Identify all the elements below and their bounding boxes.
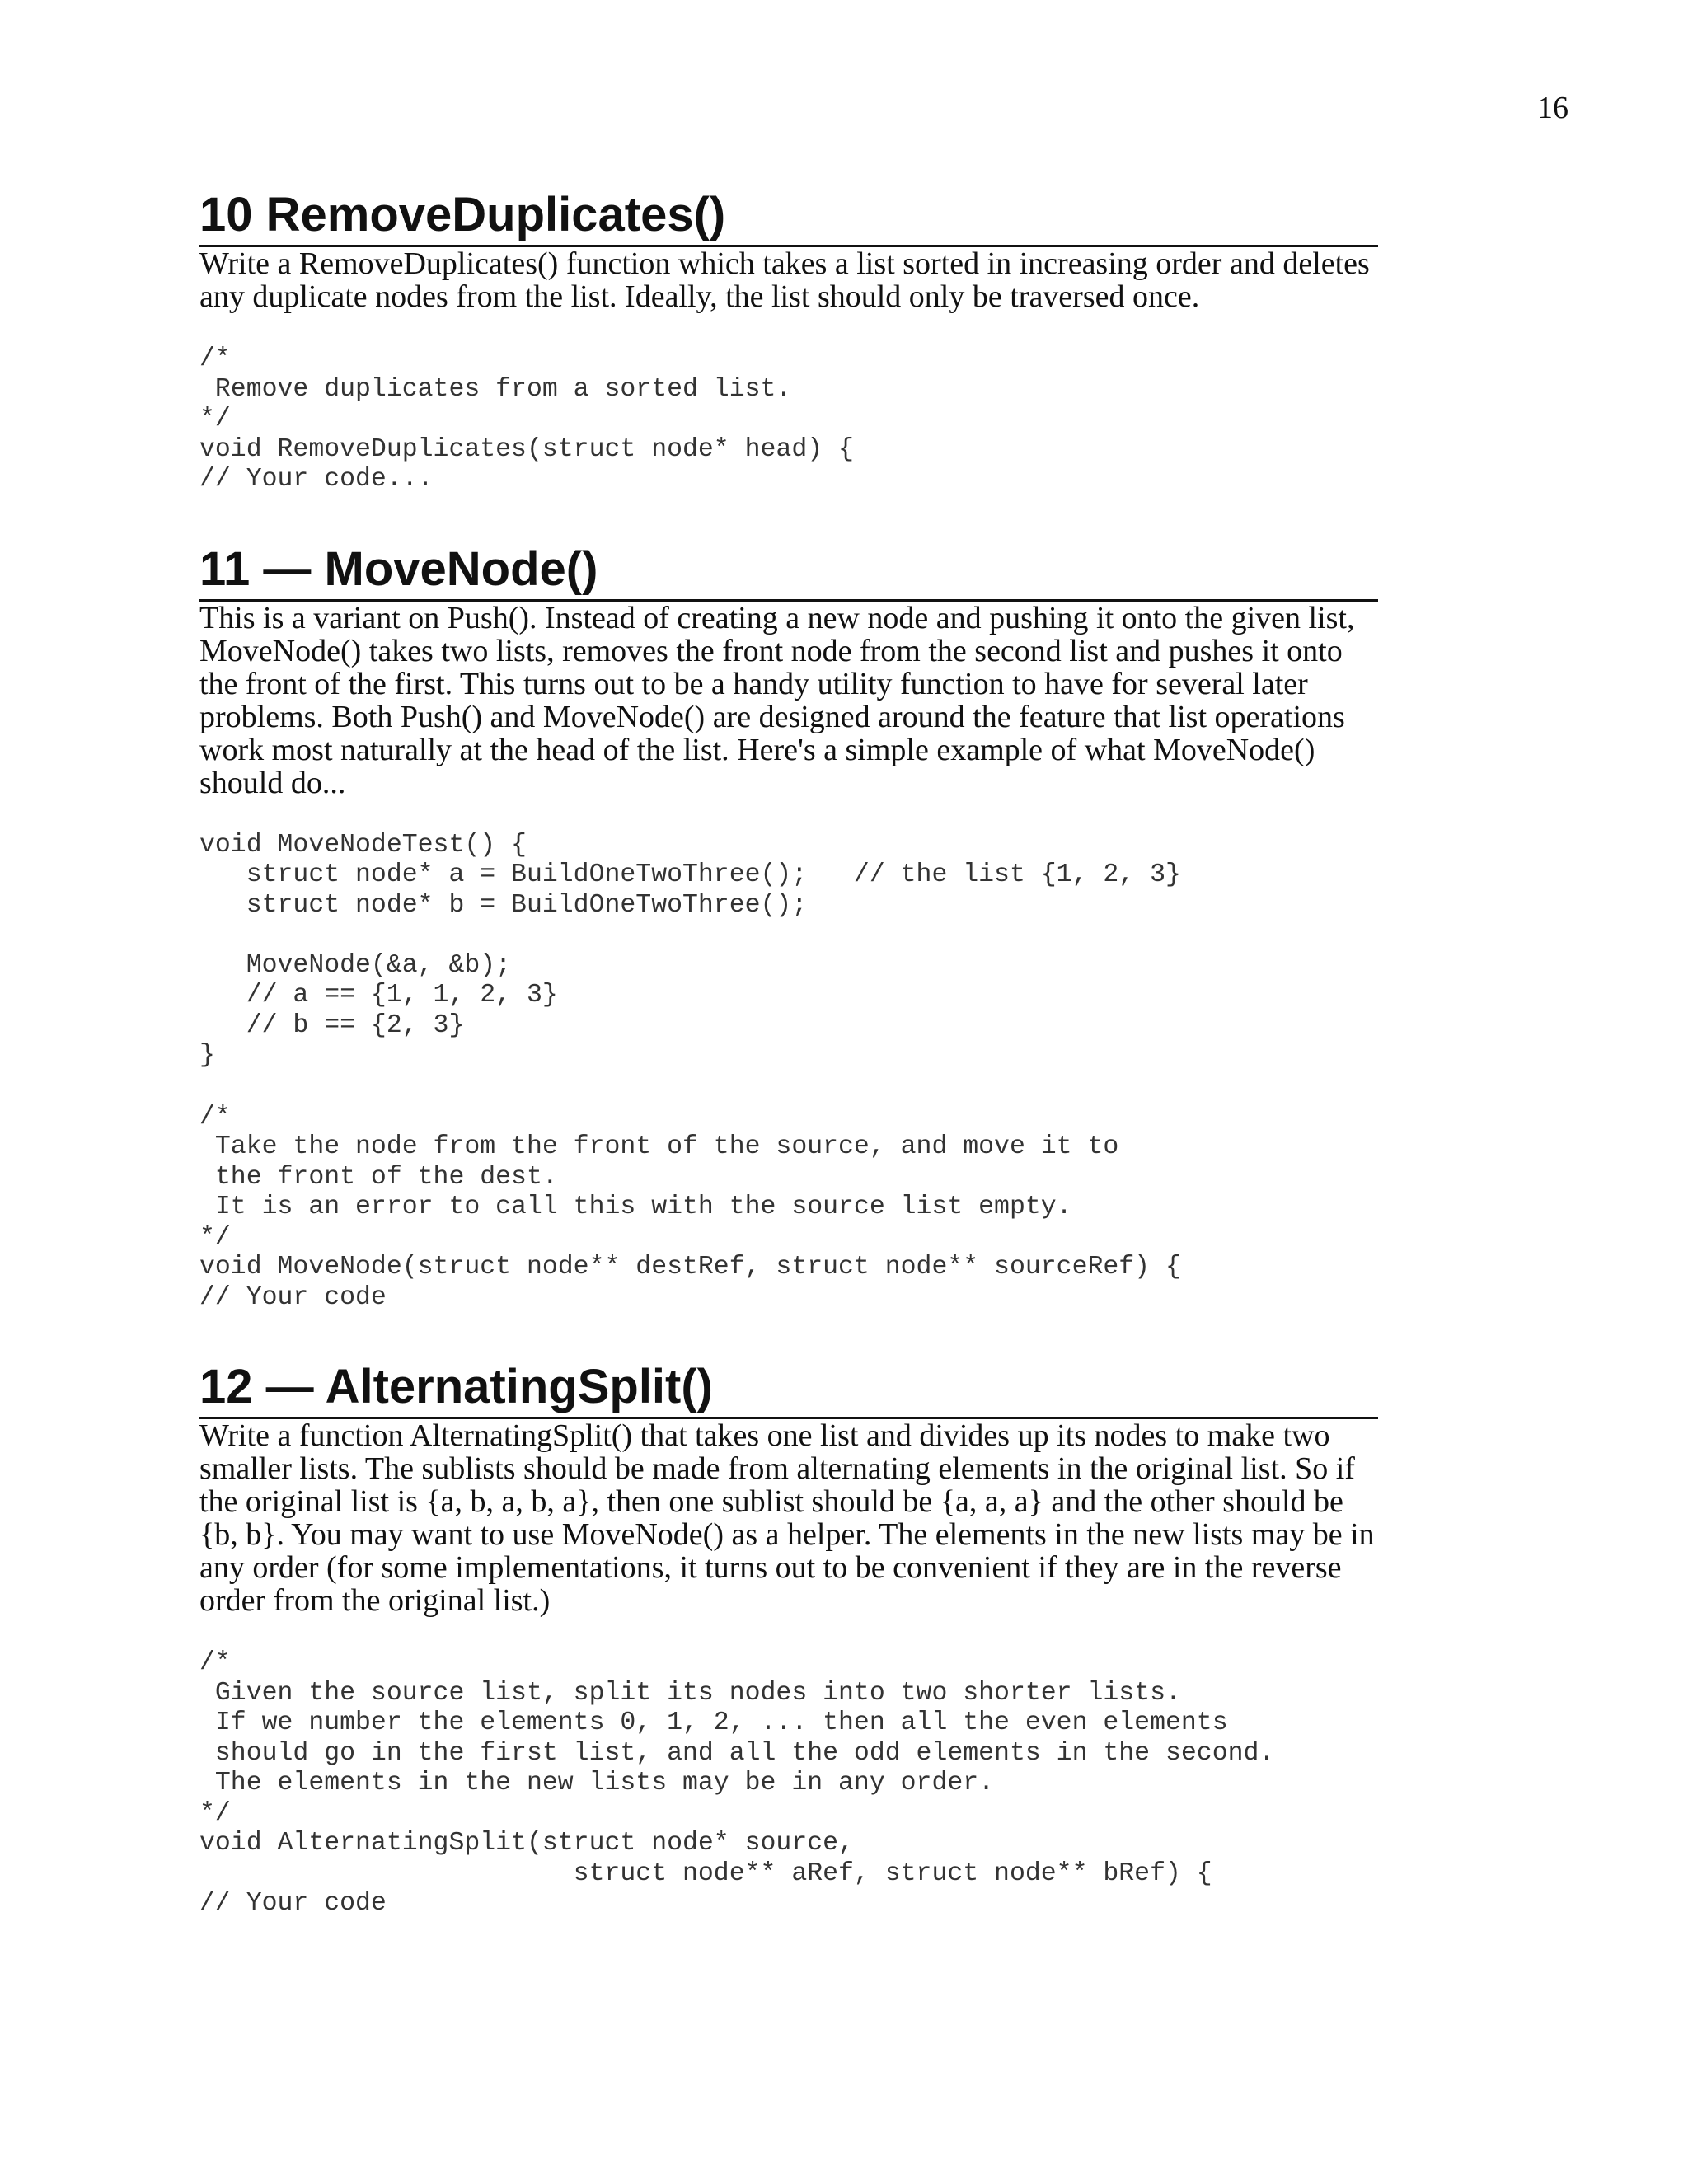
section-heading: 12 — AlternatingSplit() (199, 1357, 1378, 1419)
section-move-node (199, 540, 1378, 1314)
page-number: 16 (1537, 91, 1568, 125)
section-alternating-split (199, 1357, 1378, 1919)
section-remove-duplicates (199, 185, 1378, 495)
code-block: /* Given the source list, split its nodes into two shorter lists. If we number the elements 0, 1, 2, ... then all the even elements should go in the first list, and all the odd elements in the second. The elements in the new lists may be in any order. */ void AlternatingSplit(struct node* source, struct node** aRef, struct node** bRef) { // Your code (199, 1648, 1275, 1918)
code-block: /* Take the node from the front of the source, and move it to the front of the dest. It is an error to call this with the source list empty. */ void MoveNode(struct node** destRef, struct node** sourceRef) { // Your code (199, 1102, 1181, 1312)
section-heading: 10 RemoveDuplicates() (199, 185, 1378, 247)
section-paragraph: This is a variant on Push(). Instead of creating a new node and pushing it onto the given list, MoveNode() takes two lists, removes the front node from the second list and pushes it onto the front of the first. This turns out to be a handy utility function to have for several later problems. Both Push() and MoveNode() are designed around the feature that list operations work most naturally at the head of the list. Here's a simple example of what MoveNode() should do... (199, 600, 1355, 800)
code-block: void MoveNodeTest() { struct node* a = BuildOneTwoThree(); // the list {1, 2, 3} struct node* b = BuildOneTwoThree(); MoveNode(&a, &b); // a == {1, 1, 2, 3} // b == {2, 3} } (199, 830, 1181, 1070)
code-block: /* Remove duplicates from a sorted list. */ void RemoveDuplicates(struct node* head) { // Your code... (199, 344, 854, 494)
section-paragraph: Write a function AlternatingSplit() that takes one list and divides up its nodes to make two smaller lists. The sublists should be made from alternating elements in the original list. So if the original list is {a, b, a, b, a}, then one sublist should be {a, a, a} and the other should be {b, b}. You may want to use MoveNode() as a helper. The elements in the new lists may be in any order (for some implementations, it turns out to be convenient if they are in the reverse order from the original list.) (199, 1418, 1375, 1618)
section-paragraph: Write a RemoveDuplicates() function which takes a list sorted in increasing order and deletes any duplicate nodes from the list. Ideally, the list should only be traversed once. (199, 246, 1370, 314)
page-content (199, 185, 1378, 1919)
section-heading: 11 — MoveNode() (199, 540, 1378, 602)
